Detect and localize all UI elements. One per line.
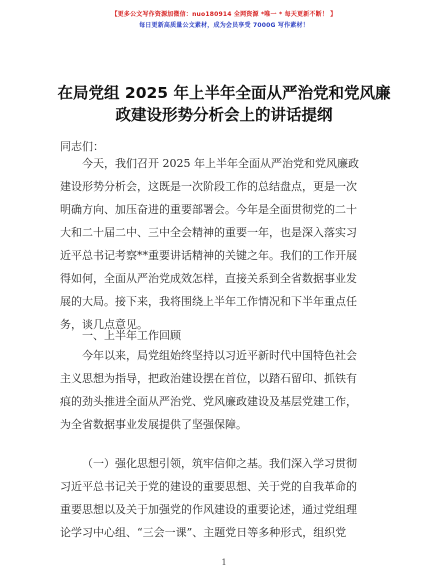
paragraph-opening bbox=[60, 152, 390, 336]
salutation: 同志们： bbox=[60, 140, 104, 153]
paragraph-line: 得如何，全面从严治党成效怎样，直接关系到全省数据事业发 bbox=[60, 272, 357, 285]
paragraph-line: 今天，我们召开 2025 年上半年全面从严治党和党风廉政 bbox=[82, 157, 359, 170]
paragraph-line: 论学习中心组、“三会一课”、主题党日等多种形式，组织党 bbox=[60, 526, 347, 539]
promo-banner-line-2: 每日更新高质量公文素材，成为会员享受 7000G 写作素材！ bbox=[139, 22, 309, 29]
paragraph-line: 大和二十届二中、三中全会精神的重要一年，也是深入落实习 bbox=[60, 226, 357, 239]
paragraph-line: 展的大局。接下来，我将围绕上半年工作情况和下半年重点任 bbox=[60, 295, 357, 308]
paragraph-review bbox=[60, 344, 390, 436]
paragraph-line: 建设形势分析会，这既是一次阶段工作的总结盘点，更是一次 bbox=[60, 180, 357, 193]
paragraph-line: 今年以来，局党组始终坚持以习近平新时代中国特色社会 bbox=[82, 349, 357, 362]
paragraph-line: 主义思想为指导，把政治建设摆在首位，以踏石留印、抓铁有 bbox=[60, 372, 357, 385]
page-number: 1 bbox=[221, 558, 227, 567]
document-title-line-1: 在局党组 2025 年上半年全面从严治党和党风廉 bbox=[57, 84, 391, 102]
paragraph-line: 重要思想以及关于加强党的作风建设的重要论述，通过党组理 bbox=[60, 503, 357, 516]
paragraph-line: 为全省数据事业发展提供了坚强保障。 bbox=[60, 418, 247, 431]
document-title-line-2: 政建设形势分析会上的讲话提纲 bbox=[115, 106, 333, 124]
paragraph-line: 近平总书记考察**重要讲话精神的关键之年。我们的工作开展 bbox=[60, 249, 357, 262]
paragraph-line: 痕的劲头推进全面从严治党、党风廉政建设及基层党建工作， bbox=[60, 395, 357, 408]
paragraph-line: 务，谈几点意见。 bbox=[60, 318, 148, 331]
paragraph-ideology bbox=[60, 452, 390, 544]
paragraph-line: 明确方向、加压奋进的重要部署会。今年是全面贯彻党的二十 bbox=[60, 203, 357, 216]
paragraph-line: 习近平总书记关于党的建设的重要思想、关于党的自我革命的 bbox=[60, 480, 357, 493]
paragraph-line: （一）强化思想引领，筑牢信仰之基。我们深入学习贯彻 bbox=[82, 457, 357, 470]
section-heading: 一、上半年工作回顾 bbox=[82, 329, 181, 342]
promo-banner-line-1: 【更多公文写作资源加微信：nuo180914 全网资源 *唯一 * 每天更新不断！ 】 bbox=[111, 11, 337, 18]
